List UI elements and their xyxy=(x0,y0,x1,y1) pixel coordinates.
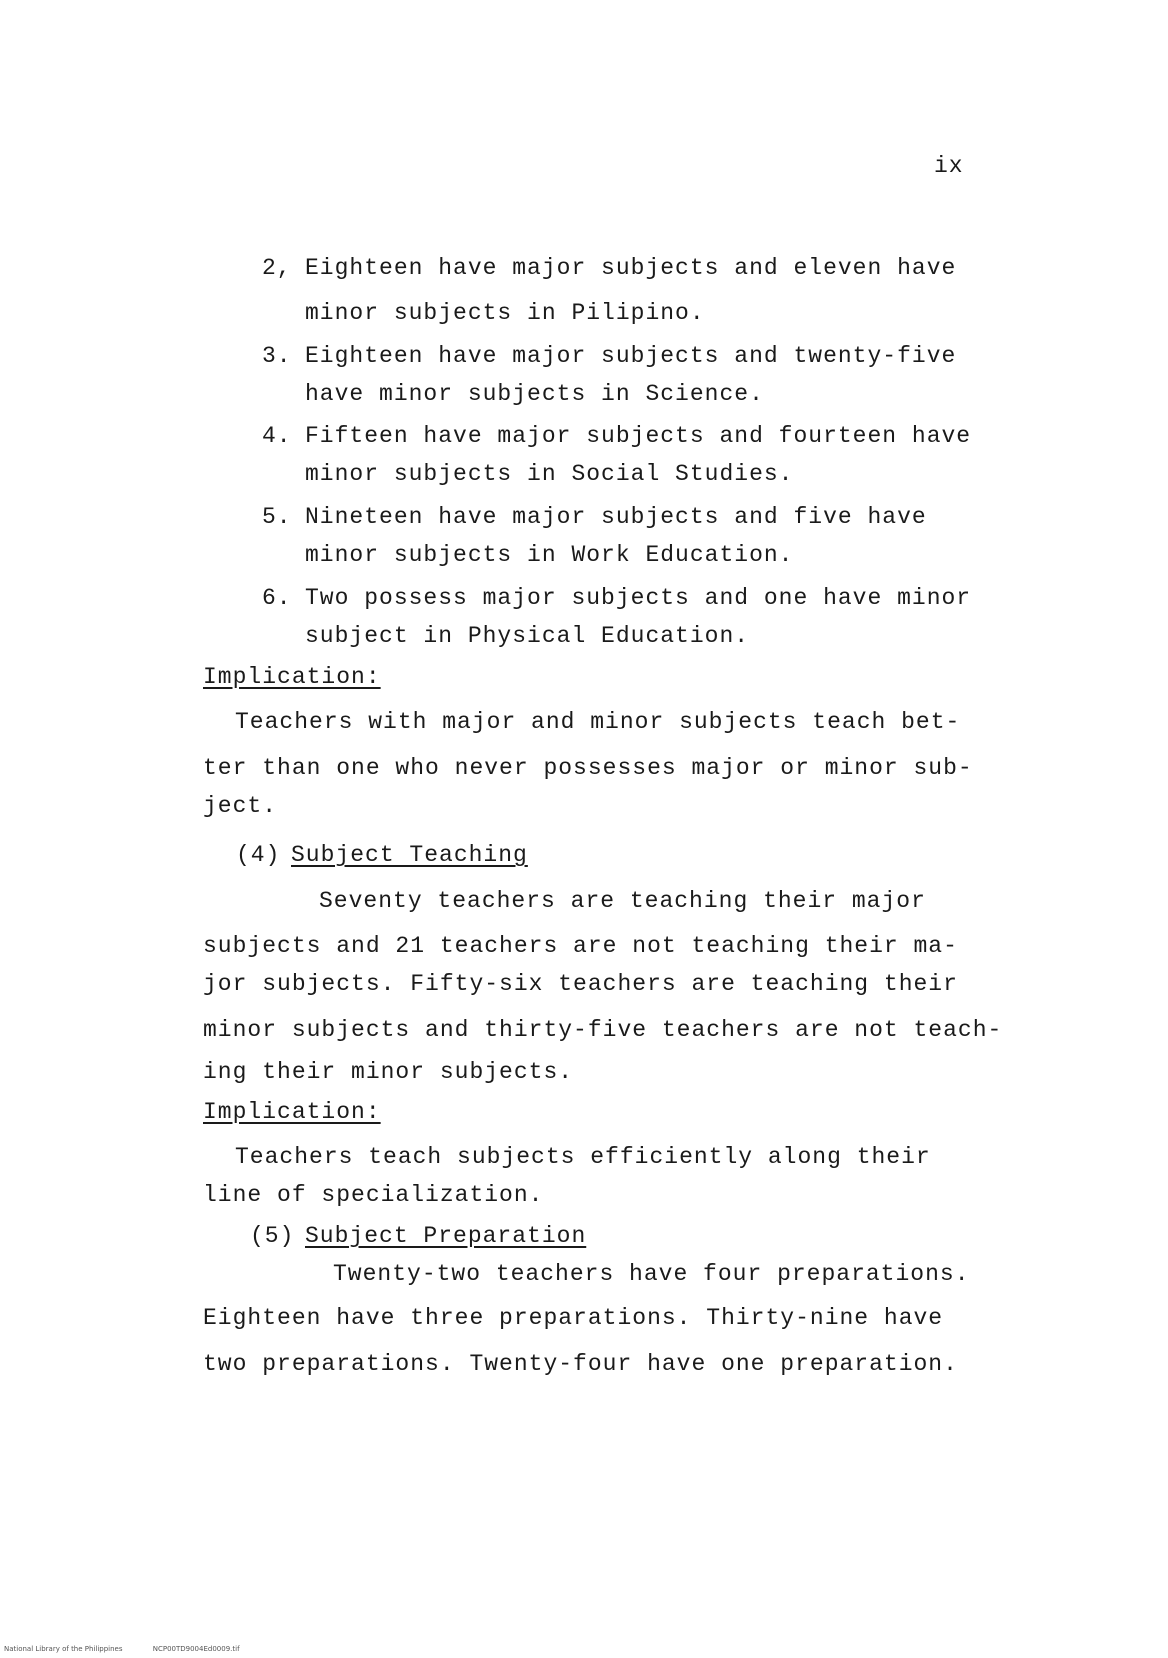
list-item-text: minor subjects in Pilipino. xyxy=(305,300,705,326)
list-item-text: Two possess major subjects and one have minor xyxy=(305,585,972,611)
list-item-text: have minor subjects in Science. xyxy=(305,381,764,407)
list-item-text: Eighteen have major subjects and twenty-five xyxy=(305,343,957,369)
list-item-number: 2, xyxy=(262,255,292,281)
paragraph-line: ing their minor subjects. xyxy=(203,1059,574,1085)
paragraph-line: line of specialization. xyxy=(203,1182,544,1208)
list-item-number: 3. xyxy=(262,343,292,369)
paragraph-line: subjects and 21 teachers are not teaching their ma- xyxy=(203,933,958,959)
paragraph-line: Teachers with major and minor subjects teach bet- xyxy=(235,709,961,735)
paragraph-line: ter than one who never possesses major or minor sub- xyxy=(203,755,973,781)
page-number: ix xyxy=(934,153,964,179)
paragraph-line: Seventy teachers are teaching their major xyxy=(319,888,926,914)
list-item-text: subject in Physical Education. xyxy=(305,623,750,649)
paragraph-line: Teachers teach subjects efficiently along their xyxy=(235,1144,931,1170)
paragraph-line: Twenty-two teachers have four preparations. xyxy=(333,1261,970,1287)
scan-footer xyxy=(4,1645,240,1653)
paragraph-line: jor subjects. Fifty-six teachers are teaching their xyxy=(203,971,958,997)
paragraph-line: minor subjects and thirty-five teachers are not teach- xyxy=(203,1017,1003,1043)
paragraph-line: ject. xyxy=(203,793,278,819)
section-number: (5) xyxy=(250,1223,295,1249)
file-name: NCP00TD9004Ed0009.tif xyxy=(152,1645,240,1653)
list-item-text: minor subjects in Social Studies. xyxy=(305,461,794,487)
section-title: Subject Preparation xyxy=(305,1223,587,1249)
list-item-number: 4. xyxy=(262,423,292,449)
section-title: Subject Teaching xyxy=(291,842,528,868)
list-item-text: Eighteen have major subjects and eleven have xyxy=(305,255,957,281)
list-item-number: 6. xyxy=(262,585,292,611)
list-item-text: minor subjects in Work Education. xyxy=(305,542,794,568)
paragraph-line: two preparations. Twenty-four have one preparation. xyxy=(203,1351,958,1377)
list-item-number: 5. xyxy=(262,504,292,530)
paragraph-line: Eighteen have three preparations. Thirty-nine have xyxy=(203,1305,944,1331)
implication-heading: Implication: xyxy=(203,1099,381,1125)
list-item-text: Nineteen have major subjects and five have xyxy=(305,504,927,530)
section-number: (4) xyxy=(236,842,281,868)
implication-heading: Implication: xyxy=(203,664,381,690)
list-item-text: Fifteen have major subjects and fourteen have xyxy=(305,423,972,449)
library-name: National Library of the Philippines xyxy=(4,1645,123,1653)
